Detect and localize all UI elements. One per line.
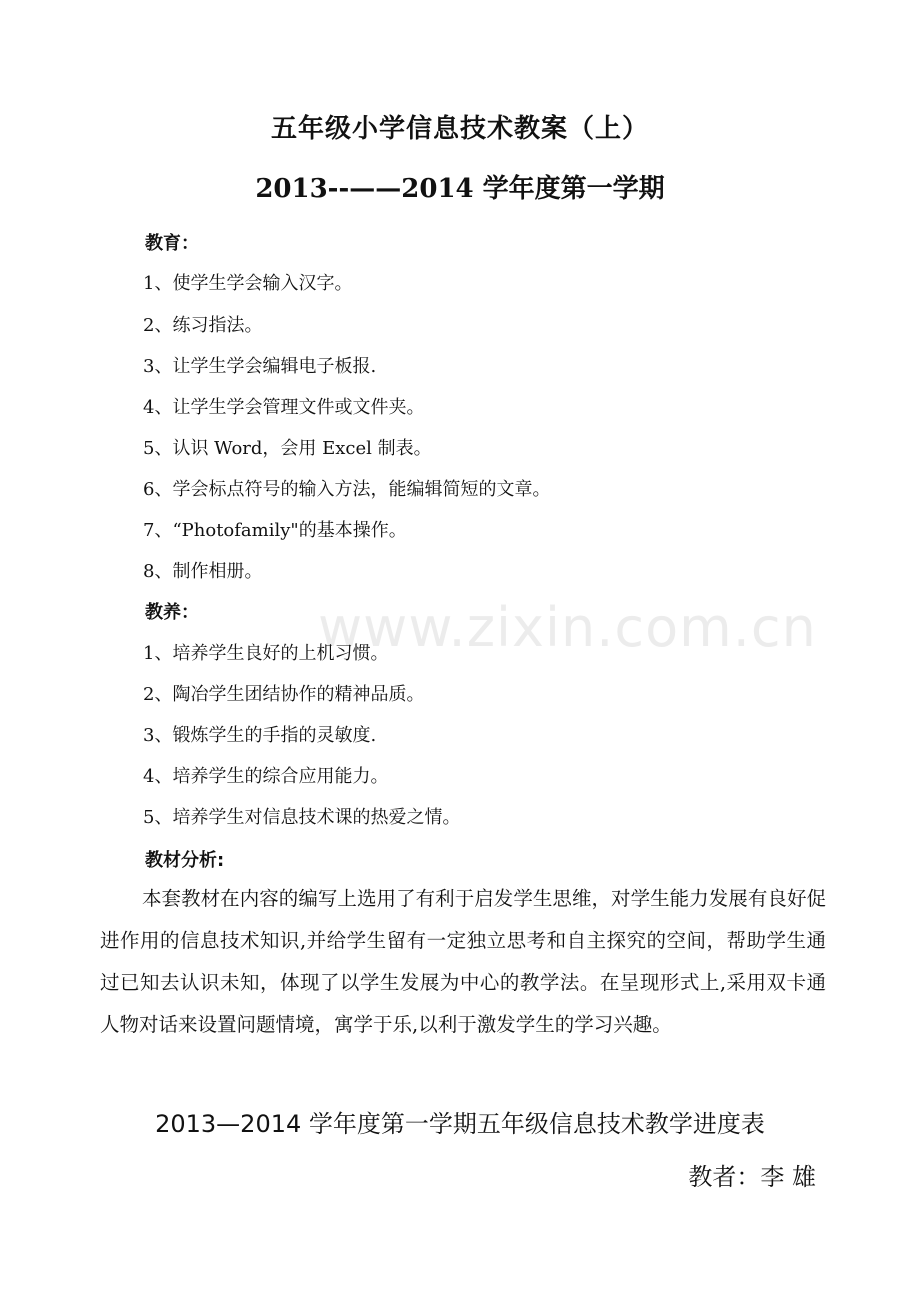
list-item: 4、培养学生的综合应用能力。 [143,766,389,787]
section-heading-education: 教育： [145,233,199,254]
document-title: 五年级小学信息技术教案（上） [270,114,649,144]
list-item: 5、培养学生对信息技术课的热爱之情。 [143,807,461,828]
list-item: 6、学会标点符号的输入方法，能编辑简短的文章。 [143,479,551,500]
document-subtitle: 2013--——2014 学年度第一学期 [255,174,665,204]
list-item: 3、锻炼学生的手指的灵敏度. [143,725,377,746]
list-item: 8、制作相册。 [143,561,263,582]
list-item: 2、陶冶学生团结协作的精神品质。 [143,684,425,705]
list-item: 1、使学生学会输入汉字。 [143,273,353,294]
list-item: 7、“Photofamily"的基本操作。 [143,520,407,541]
list-item: 1、培养学生良好的上机习惯。 [143,643,389,664]
section-heading-material-analysis: 教材分析: [145,850,225,871]
teacher-name: 教者：李 雄 [688,1163,816,1191]
material-analysis-paragraph: 本套教材在内容的编写上选用了有利于启发学生思维，对学生能力发展有良好促进作用的信息技术知识,并给学生留有一定独立思考和自主探究的空间，帮助学生通过已知去认识未知，体现了以学生发展为中心的教学法。在呈现形式上,采用双卡通人物对话来设置问题情境，寓学于乐,以利于激发学生的学习兴趣。 [100,887,826,1036]
list-item: 5、认识 Word，会用 Excel 制表。 [143,438,432,459]
list-item: 2、练习指法。 [143,315,263,336]
list-item: 3、让学生学会编辑电子板报. [143,356,377,377]
list-item: 4、让学生学会管理文件或文件夹。 [143,397,425,418]
watermark: www.zixin.com.cn [318,596,817,659]
section-heading-cultivation: 教养： [145,602,199,623]
schedule-title: 2013—2014 学年度第一学期五年级信息技术教学进度表 [155,1110,765,1138]
